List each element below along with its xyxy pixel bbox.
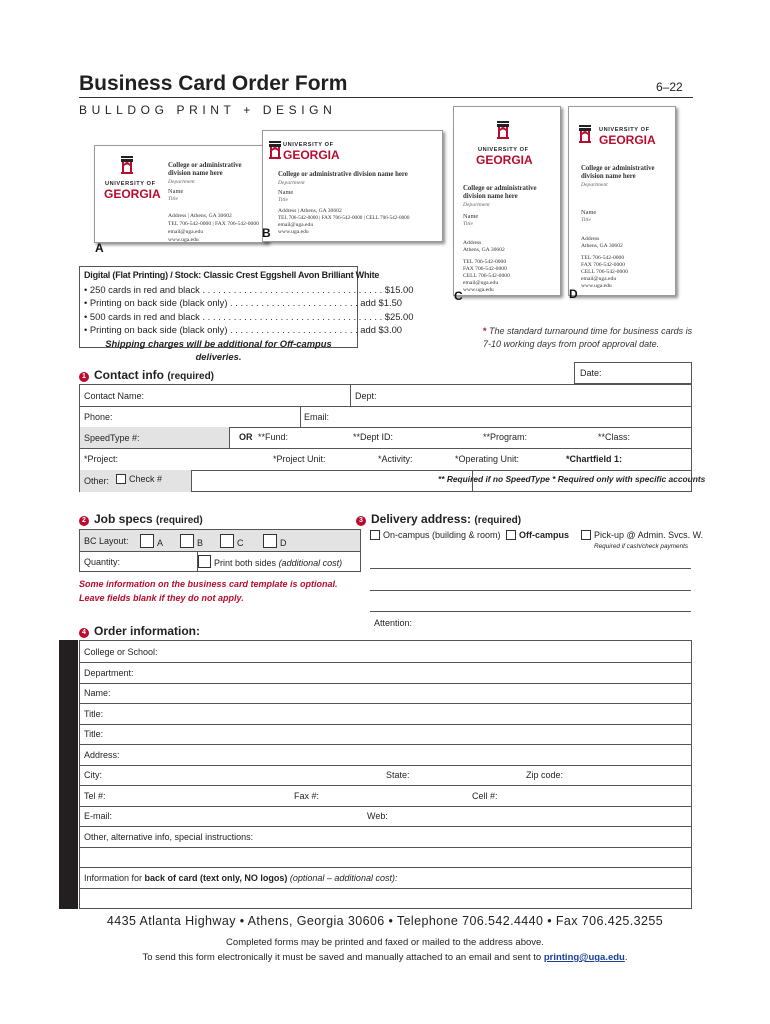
account-footnote: ** Required if no SpeedType * Required only with specific accounts [438, 474, 706, 484]
card-sample-a [94, 145, 268, 243]
chartfield-label: *Chartfield 1: [566, 454, 623, 464]
footer-instructions-1: Completed forms may be printed and faxed or mailed to the address above. [226, 937, 544, 948]
department-subtitle: BULLDOG PRINT + DESIGN [79, 103, 337, 117]
contact-required-label: (required) [167, 371, 215, 382]
layout-a-label: A [157, 538, 164, 548]
delivery-address-line-1[interactable] [370, 568, 691, 569]
step-number-2: 2 [79, 516, 89, 526]
card-d-email: email@uga.edu [581, 276, 617, 282]
row-divider [80, 744, 691, 745]
logo-university: UNIVERSITY OF [599, 127, 650, 133]
card-d-web: www.uga.edu [581, 283, 612, 289]
title-1-label: Title: [84, 709, 104, 719]
off-campus-option[interactable] [506, 530, 569, 540]
title-divider [79, 97, 693, 98]
fund-label: **Fund: [258, 432, 289, 442]
card-c-tel: TEL 706-542-0000 [463, 259, 507, 265]
pricing-line-2: • Printing on back side (black only) . . . . . . . . . . . . . . . . . . . . . . . . . add $1.50 [84, 297, 402, 308]
form-title: Business Card Order Form [79, 72, 348, 95]
order-table [79, 640, 692, 909]
card-b-email: email@uga.edu [278, 222, 314, 228]
program-label: **Program: [483, 432, 528, 442]
row-divider [80, 724, 691, 725]
tel-label: Tel #: [84, 791, 106, 801]
card-sample-c [453, 106, 561, 296]
other-label: Other: [84, 476, 110, 486]
card-b-letter: B [262, 226, 271, 240]
delivery-heading [356, 512, 521, 526]
layout-c-label: C [237, 538, 244, 548]
project-label: *Project: [84, 454, 119, 464]
card-d-title: Title [581, 217, 591, 223]
address-label: Address: [84, 750, 120, 760]
dept-label: Dept: [355, 391, 377, 401]
row-divider [80, 785, 691, 786]
arch-logo-icon [269, 141, 281, 159]
email-order-label: E-mail: [84, 811, 113, 821]
name-label: Name: [84, 688, 111, 698]
pickup-note: Required if cash/check payments [594, 543, 689, 550]
card-d-address: Address [581, 236, 600, 242]
job-heading-text: Job specs [94, 512, 153, 526]
turnaround-text: The standard turnaround time for business cards is 7-10 working days from proof approval date. [483, 326, 693, 349]
layout-a-checkbox[interactable] [140, 534, 154, 548]
cell-label: Cell #: [472, 791, 498, 801]
date-label: Date: [580, 368, 602, 378]
pickup-option[interactable] [581, 530, 703, 540]
card-c-name: Name [463, 213, 479, 220]
dept-id-label: **Dept ID: [353, 432, 394, 442]
logo-georgia: GEORGIA [599, 133, 656, 147]
card-c-cell: CELL 706-542-0000 [463, 273, 510, 279]
row-divider [80, 806, 691, 807]
quantity-label: Quantity: [84, 557, 121, 567]
row-divider [80, 683, 691, 684]
card-a-division: division name here [168, 170, 223, 177]
step-number-1: 1 [79, 372, 89, 382]
card-d-division: division name here [581, 173, 636, 180]
card-a-title: Title [168, 196, 178, 202]
check-checkbox[interactable] [116, 474, 126, 484]
row-divider [80, 551, 360, 552]
card-a-college: College or administrative [168, 162, 242, 169]
optional-note-1: Some information on the business card template is optional. [79, 579, 338, 589]
job-specs-heading [79, 512, 203, 526]
layout-b-label: B [197, 538, 204, 548]
card-c-department: Department [463, 202, 490, 208]
card-c-title: Title [463, 221, 473, 227]
card-a-phones: TEL 706-542-0000 | FAX 706-542-0000 [168, 221, 259, 227]
card-d-college: College or administrative [581, 165, 655, 172]
job-required-label: (required) [156, 515, 203, 526]
check-option[interactable] [116, 474, 162, 484]
operating-unit-label: *Operating Unit: [455, 454, 520, 464]
city-label: City: [84, 770, 102, 780]
on-campus-label: On-campus (building & room) [383, 530, 501, 540]
web-label: Web: [367, 811, 388, 821]
card-c-fax: FAX 706-542-0000 [463, 266, 507, 272]
delivery-required-label: (required) [474, 515, 522, 526]
asterisk-icon: * [483, 326, 487, 336]
card-b-address: Address | Athens, GA 30602 [278, 208, 342, 214]
logo-georgia: GEORGIA [476, 153, 533, 167]
phone-label: Phone: [84, 412, 113, 422]
date-field[interactable] [574, 362, 692, 384]
turnaround-note [483, 325, 693, 351]
card-a-address: Address | Athens, GA 30602 [168, 213, 232, 219]
pickup-checkbox[interactable] [581, 530, 591, 540]
activity-label: *Activity: [378, 454, 413, 464]
logo-university: UNIVERSITY OF [283, 142, 334, 148]
state-label: State: [386, 770, 410, 780]
pricing-box [79, 266, 414, 362]
contact-heading-text: Contact info [94, 368, 164, 382]
back-bold: back of card (text only, NO logos) [144, 873, 288, 883]
additional-cost-label: (additional cost) [278, 558, 343, 568]
arch-logo-icon [579, 125, 591, 143]
footer-period: . [624, 952, 628, 963]
pickup-label: Pick-up @ Admin. Svcs. W. [594, 530, 704, 540]
layout-option-a[interactable] [140, 534, 163, 548]
pricing-heading: Digital (Flat Printing) / Stock: Classic Crest Eggshell Avon Brilliant White [84, 270, 380, 280]
bc-layout-label: BC Layout: [84, 536, 129, 546]
back-suffix: (optional – additional cost): [287, 873, 398, 883]
pricing-line-1: • 250 cards in red and black . . . . . . . . . . . . . . . . . . . . . . . . . . . . . . . . . . . $15.00 [84, 283, 414, 295]
card-d-fax: FAX 706-542-0000 [581, 262, 625, 268]
card-a-letter: A [95, 241, 104, 255]
layout-d-checkbox[interactable] [263, 534, 277, 548]
layout-b-checkbox[interactable] [180, 534, 194, 548]
card-c-division: division name here [463, 193, 518, 200]
layout-option-c[interactable] [220, 534, 244, 548]
back-prefix: Information for [84, 873, 145, 883]
footer-line2-text: To send this form electronically it must be saved and manually attached to an email and sent to [142, 952, 544, 963]
logo-georgia: GEORGIA [283, 148, 340, 162]
card-sample-b [262, 130, 443, 242]
row-divider [80, 406, 691, 407]
pricing-line-3: • 500 cards in red and black . . . . . . . . . . . . . . . . . . . . . . . . . . . . . . . . . . . $25.00 [84, 310, 414, 322]
delivery-address-line-2[interactable] [370, 590, 691, 591]
off-campus-label: Off-campus [519, 530, 570, 540]
row-divider [80, 888, 691, 889]
col-divider [350, 385, 351, 406]
row-divider [80, 826, 691, 827]
card-d-department: Department [581, 182, 608, 188]
printing-email-link[interactable]: printing@uga.edu [543, 952, 625, 963]
card-a-email: email@uga.edu [168, 229, 204, 235]
row-divider [80, 448, 691, 449]
footer-instructions-2 [0, 952, 770, 963]
card-d-tel: TEL 706-542-0000 [581, 255, 625, 261]
off-campus-checkbox[interactable] [506, 530, 516, 540]
arch-logo-icon [497, 121, 509, 139]
shipping-note: Shipping charges will be additional for Off-campus deliveries. [105, 337, 332, 362]
card-a-department: Department [168, 179, 195, 185]
card-c-letter: C [454, 289, 463, 303]
card-c-city: Athens, GA 30602 [463, 247, 505, 253]
department-label: Department: [84, 668, 134, 678]
layout-c-checkbox[interactable] [220, 534, 234, 548]
check-label: Check # [129, 474, 163, 484]
college-label: College or School: [84, 647, 158, 657]
class-label: **Class: [598, 432, 631, 442]
row-divider [80, 703, 691, 704]
attention-label: Attention: [374, 618, 413, 628]
logo-georgia: GEORGIA [104, 187, 161, 201]
card-d-city: Athens, GA 30602 [581, 243, 623, 249]
revision-label: 6–22 [656, 80, 683, 94]
step-number-4: 4 [79, 628, 89, 638]
logo-university: UNIVERSITY OF [105, 181, 156, 187]
optional-note-2: Leave fields blank if they do not apply. [79, 593, 244, 603]
print-both-sides-option[interactable] [198, 555, 342, 568]
other-instructions-label: Other, alternative info, special instructions: [84, 832, 254, 842]
row-divider [80, 662, 691, 663]
on-campus-checkbox[interactable] [370, 530, 380, 540]
order-info-heading [79, 624, 200, 638]
layout-d-label: D [280, 538, 287, 548]
card-d-name: Name [581, 209, 597, 216]
contact-name-label: Contact Name: [84, 391, 145, 401]
on-campus-option[interactable] [370, 530, 501, 540]
order-heading-text: Order information: [94, 624, 201, 638]
or-label: OR [239, 432, 253, 442]
print-both-label: Print both sides [214, 558, 277, 568]
print-both-checkbox[interactable] [198, 555, 211, 568]
pricing-line-4: • Printing on back side (black only) . . . . . . . . . . . . . . . . . . . . . . . . . add $3.00 [84, 324, 402, 335]
card-b-phones: TEL 706-542-0000 | FAX 706-542-0000 | CELL 706-542-0000 [278, 215, 410, 221]
layout-option-b[interactable] [180, 534, 203, 548]
row-divider [80, 867, 691, 868]
card-c-web: www.uga.edu [463, 287, 494, 293]
logo-university: UNIVERSITY OF [478, 147, 529, 153]
order-vertical-text: ORDER [62, 729, 76, 818]
card-c-email: email@uga.edu [463, 280, 499, 286]
back-of-card-label [84, 873, 397, 883]
card-a-name: Name [168, 188, 184, 195]
speedtype-label: SpeedType #: [84, 433, 140, 443]
contact-info-heading [79, 368, 214, 382]
email-label: Email: [304, 412, 330, 422]
layout-option-d[interactable] [263, 534, 287, 548]
step-number-3: 3 [356, 516, 366, 526]
footer-address: 4435 Atlanta Highway • Athens, Georgia 30606 • Telephone 706.542.4440 • Fax 706.425.3255 [106, 914, 664, 928]
delivery-heading-text: Delivery address: [371, 512, 472, 526]
row-divider [80, 765, 691, 766]
card-c-college: College or administrative [463, 185, 537, 192]
card-d-cell: CELL 706-542-0000 [581, 269, 628, 275]
card-a-web: www.uga.edu [168, 237, 199, 243]
card-b-title: Title [278, 197, 288, 203]
card-b-department: Department [278, 180, 305, 186]
col-divider [300, 406, 301, 427]
zip-label: Zip code: [526, 770, 564, 780]
card-c-address: Address [463, 240, 482, 246]
job-specs-table [79, 529, 361, 572]
delivery-address-line-3[interactable] [370, 611, 691, 612]
card-b-college: College or administrative division name here [278, 171, 408, 178]
fax-label: Fax #: [294, 791, 320, 801]
card-b-name: Name [278, 189, 294, 196]
card-d-letter: D [569, 287, 578, 301]
title-2-label: Title: [84, 729, 104, 739]
project-unit-label: *Project Unit: [273, 454, 326, 464]
card-b-web: www.uga.edu [278, 229, 309, 235]
row-divider [80, 847, 691, 848]
card-sample-d [568, 106, 676, 296]
arch-logo-icon [121, 156, 133, 174]
